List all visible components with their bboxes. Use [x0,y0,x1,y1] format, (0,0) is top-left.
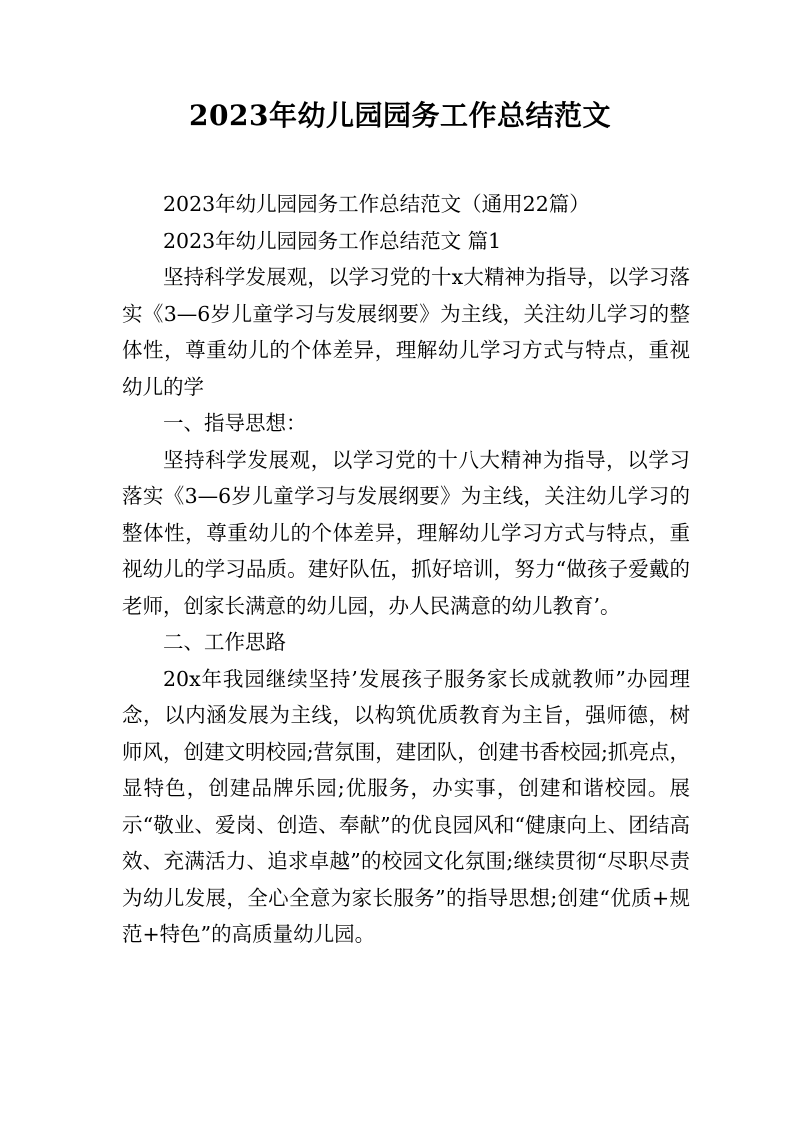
paragraph-section-heading: 2023年幼儿园园务工作总结范文 篇1 [163,228,502,253]
document-body [122,186,690,953]
paragraph-guiding-ideology: 坚持科学发展观，以学习党的十八大精神为指导，以学习落实《3—6岁儿童学习与发展纲要》为主线，关注幼儿学习的整体性，尊重幼儿的个体差异，理解幼儿学习方式与特点，重视幼儿的学习品质。建好队伍，抓好培训，努力“做孩子爱戴的老师，创家长满意的幼儿园，办人民满意的幼儿教育’。 [122,447,690,618]
document-title: 2023年幼儿园园务工作总结范文 [189,99,611,132]
heading-work-approach: 二、工作思路 [163,630,286,654]
paragraph-work-approach: 20x年我园继续坚持’发展孩子服务家长成就教师”办园理念，以内涵发展为主线，以构筑优质教育为主旨，强师德，树师风，创建文明校园;营氛围，建团队，创建书香校园;抓亮点，显特色，创建品牌乐园;优服务，办实事，创建和谐校园。展示“敬业、爱岗、创造、奉献”的优良园风和“健康向上、团结高效、充满活力、追求卓越”的校园文化氛围;继续贯彻“尽职尽责为幼儿发展，全心全意为家长服务”的指导思想;创建“优质+规范+特色”的高质量幼儿园。 [122,666,690,946]
paragraph-intro: 坚持科学发展观，以学习党的十x大精神为指导，以学习落实《3—6岁儿童学习与发展纲要》为主线，关注幼儿学习的整体性，尊重幼儿的个体差异，理解幼儿学习方式与特点，重视幼儿的学 [122,265,690,399]
paragraph-subtitle: 2023年幼儿园园务工作总结范文（通用22篇） [163,192,590,216]
heading-guiding-ideology: 一、指导思想： [163,411,307,435]
